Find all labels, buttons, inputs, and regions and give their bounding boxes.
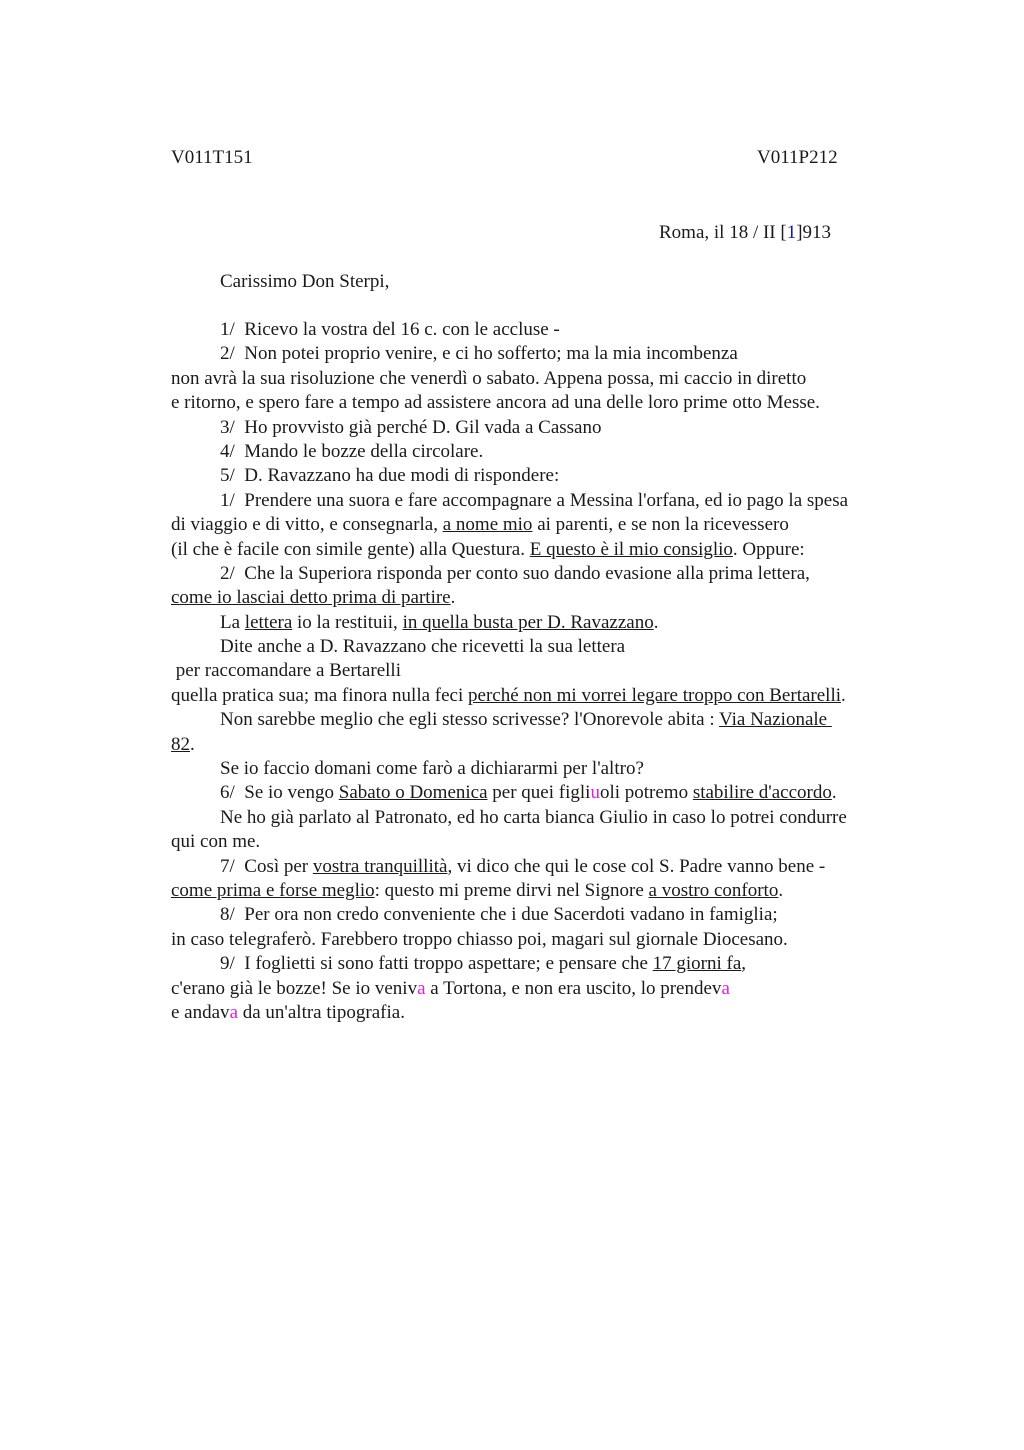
text-segment: . [778, 879, 784, 901]
underlined-text: Via Nazionale [719, 709, 832, 731]
underlined-text: Sabato o Domenica [338, 782, 488, 804]
text-segment: 3/ Ho provvisto già perché D. Gil vada a Cassano [220, 416, 602, 438]
text-segment: (il che è facile con simile gente) alla Questura. [171, 538, 530, 560]
letter-line [171, 367, 911, 391]
editorial-correction: u [590, 782, 600, 804]
text-segment: e ritorno, e spero fare a tempo ad assistere ancora ad una delle loro prime otto Messe. [171, 392, 820, 414]
text-segment: per raccomandare a Bertarelli [171, 660, 401, 682]
date-suffix: ]913 [796, 222, 832, 243]
letter-line [171, 464, 911, 488]
letter-line [171, 684, 911, 708]
text-segment: 4/ Mando le bozze della circolare. [220, 440, 484, 462]
underlined-text: in quella busta per D. Ravazzano [402, 611, 654, 633]
text-segment: per quei figli [487, 782, 591, 804]
text-segment: 2/ Che la Superiora risponda per conto suo dando evasione alla prima lettera, [220, 562, 810, 584]
text-segment: ai parenti, e se non la ricevessero [532, 514, 789, 536]
text-segment: in caso telegraferò. Farebbero troppo chiasso poi, magari sul giornale Diocesano. [171, 928, 788, 950]
letter-line [171, 733, 911, 757]
text-segment: Ne ho già parlato al Patronato, ed ho carta bianca Giulio in caso lo potrei condurre [220, 806, 847, 828]
text-segment: da un'altra tipografia. [238, 1001, 405, 1023]
letter-line [171, 977, 911, 1001]
text-segment: 1/ Prendere una suora e fare accompagnare a Messina l'orfana, ed io pago la spesa [220, 489, 849, 511]
text-segment: c'erano già le bozze! Se io veniv [171, 977, 418, 999]
letter-line [171, 830, 911, 854]
underlined-text: a nome mio [442, 514, 533, 536]
letter-line [171, 635, 911, 659]
text-segment: , vi dico che qui le cose col S. Padre vanno bene - [447, 855, 826, 877]
letter-line [171, 416, 911, 440]
text-segment: 8/ Per ora non credo conveniente che i due Sacerdoti vadano in famiglia; [220, 904, 778, 926]
editorial-correction: a [417, 977, 426, 999]
letter-line [171, 781, 911, 805]
letter-line [171, 928, 911, 952]
text-segment: Dite anche a D. Ravazzano che ricevetti la sua lettera [220, 636, 626, 658]
document-code-right: V011P212 [757, 147, 838, 168]
text-segment: : questo mi preme dirvi nel Signore [374, 879, 649, 901]
text-segment: . [450, 587, 456, 609]
text-segment: 5/ D. Ravazzano ha due modi di rispondere: [220, 465, 560, 487]
text-segment: quella pratica sua; ma finora nulla feci [171, 684, 469, 706]
text-segment: . [841, 684, 846, 706]
document-code-left: V011T151 [171, 147, 253, 168]
text-segment: non avrà la sua risoluzione che venerdì o sabato. Appena possa, mi caccio in diretto [171, 367, 807, 389]
text-segment: Non sarebbe meglio che egli stesso scrivesse? l'Onorevole abita : [220, 709, 720, 731]
underlined-text: E questo è il mio consiglio [529, 538, 733, 560]
text-segment: 7/ Così per [220, 855, 313, 877]
letter-line [171, 879, 911, 903]
underlined-text: perché non mi vorrei legare troppo con Bertarelli [468, 684, 842, 706]
letter-date [659, 221, 831, 245]
letter-line [171, 538, 911, 562]
letter-body [171, 318, 911, 1025]
text-segment: e andav [171, 1001, 230, 1023]
letter-line [171, 586, 911, 610]
text-segment: . [190, 733, 195, 755]
letter-line [171, 757, 911, 781]
underlined-text: 17 giorni fa [652, 953, 742, 975]
text-segment: io la restituii, [292, 611, 403, 633]
text-segment: 1/ Ricevo la vostra del 16 c. con le accluse - [220, 319, 560, 340]
underlined-text: a vostro conforto [648, 879, 779, 901]
underlined-text: stabilire d'accordo [692, 782, 832, 804]
date-prefix: Roma, il 18 / II [ [659, 222, 787, 243]
text-segment: . [653, 611, 659, 633]
letter-line [171, 708, 911, 732]
letter-line [171, 513, 911, 537]
text-segment: 6/ Se io vengo [220, 782, 339, 804]
letter-line [171, 562, 911, 586]
text-segment: di viaggio e di vitto, e consegnarla, [171, 514, 443, 536]
letter-line [171, 952, 911, 976]
text-segment: qui con me. [171, 831, 261, 853]
letter-line [171, 806, 911, 830]
letter-line [171, 1001, 911, 1025]
editorial-correction: a [229, 1001, 238, 1023]
letter-line [171, 489, 911, 513]
underlined-text: 82 [171, 733, 190, 755]
letter-line [171, 903, 911, 927]
underlined-text: come io lasciai detto prima di partire [171, 587, 451, 609]
text-segment: . Oppure: [732, 538, 805, 560]
letter-greeting: Carissimo Don Sterpi, [220, 271, 390, 292]
text-segment: Se io faccio domani come farò a dichiararmi per l'altro? [220, 758, 644, 780]
letter-line [171, 611, 911, 635]
text-segment: La [220, 611, 245, 633]
text-segment: . [831, 782, 837, 804]
letter-line [171, 391, 911, 415]
letter-line [171, 440, 911, 464]
letter-line [171, 855, 911, 879]
letter-line [171, 318, 911, 342]
text-segment: oli potremo [599, 782, 693, 804]
letter-line [171, 659, 911, 683]
editorial-correction: a [721, 977, 730, 999]
text-segment: 9/ I foglietti si sono fatti troppo aspettare; e pensare che [220, 953, 653, 975]
text-segment: a Tortona, e non era uscito, lo prendev [425, 977, 722, 999]
text-segment: 2/ Non potei proprio venire, e ci ho sofferto; ma la mia incombenza [220, 343, 738, 365]
date-editorial-insert: 1 [786, 222, 797, 243]
underlined-text: come prima e forse meglio [171, 879, 375, 901]
text-segment: , [741, 953, 747, 975]
letter-line [171, 342, 911, 366]
underlined-text: lettera [244, 611, 293, 633]
underlined-text: vostra tranquillità [312, 855, 448, 877]
